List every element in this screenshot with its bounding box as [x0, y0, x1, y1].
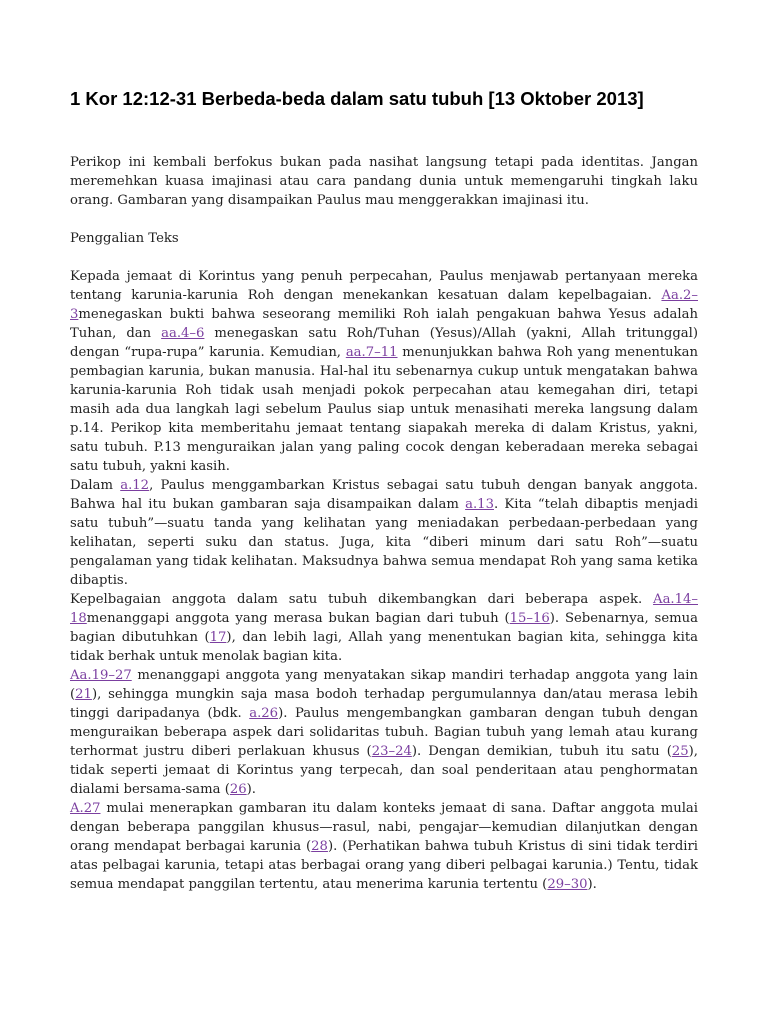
verse-link[interactable]: 15–16	[509, 611, 550, 626]
text-run: . Kita “telah dibaptis menjadi satu tubuh”—suatu tanda yang kelihatan yang meniadakan perbedaan-perbedaan yang kelihatan, seperti suku dan status. Juga, kita “diberi minum dari satu Roh”—suatu pengalaman yang tidak kelihatan. Maksudnya bahwa semua mendapat Roh yang sama ketika dibaptis.	[70, 497, 698, 588]
text-run: menanggapi anggota yang merasa bukan bagian dari tubuh (	[86, 611, 510, 626]
verse-link[interactable]: Aa.2–3	[70, 288, 698, 322]
verse-link[interactable]: 17	[209, 630, 227, 645]
text-run: Kepelbagaian anggota dalam satu tubuh dikembangkan dari beberapa aspek.	[70, 592, 654, 607]
verse-link[interactable]: 26	[229, 782, 247, 797]
text-run: , Paulus menggambarkan Kristus sebagai satu tubuh dengan banyak anggota. Bahwa hal itu bukan gambaran saja disampaikan dalam	[70, 478, 698, 512]
text-run: ).	[587, 877, 597, 892]
verse-link[interactable]: 21	[75, 687, 92, 702]
verse-link[interactable]: 28	[311, 839, 328, 854]
verse-link[interactable]: A.27	[70, 801, 101, 816]
text-run: ). Dengan demikian, tubuh itu satu (	[411, 744, 672, 759]
verse-link[interactable]: Aa.19–27	[70, 668, 132, 683]
section-heading: Penggalian Teks	[70, 231, 179, 246]
verse-link[interactable]: aa.7–11	[345, 345, 398, 360]
text-run: ).	[246, 782, 256, 797]
verse-link[interactable]: a.13	[465, 497, 494, 512]
document-title: 1 Kor 12:12-31 Berbeda-beda dalam satu tubuh [13 Oktober 2013]	[70, 88, 644, 109]
verse-link[interactable]: aa.4–6	[161, 326, 205, 341]
text-run: menegaskan bukti bahwa seseorang memiliki Roh ialah pengakuan bahwa Yesus adalah Tuhan, dan	[70, 307, 698, 341]
text-run: ). Sebenarnya, semua bagian dibutuhkan (	[70, 611, 698, 645]
paragraph-1	[70, 267, 698, 476]
verse-link[interactable]: a.26	[249, 706, 279, 721]
text-run: Kepada jemaat di Korintus yang penuh perpecahan, Paulus menjawab pertanyaan mereka tentang karunia-karunia Roh dengan menekankan kesatuan dalam kepelbagaian.	[70, 269, 698, 303]
text-run: Dalam	[70, 478, 121, 493]
text-run: menunjukkan bahwa Roh yang menentukan pembagian karunia, bukan manusia. Hal-hal itu sebenarnya cukup untuk mengatakan bahwa karunia-karunia Roh tidak usah menjadi pokok perpecahan atau kemegahan diri, tetapi masih ada dua langkah lagi sebelum Paulus siap untuk menasihati mereka langsung dalam p.14. Perikop kita memberitahu jemaat tentang siapakah mereka di dalam Kristus, yakni, satu tubuh. P.13 menguraikan jalan yang paling cocok dengan keberadaan mereka sebagai satu tubuh, yakni kasih.	[70, 345, 699, 474]
text-run: ), dan lebih lagi, Allah yang menentukan bagian kita, sehingga kita tidak berhak untuk menolak bagian kita.	[70, 630, 698, 664]
text-run: menanggapi anggota yang menyatakan sikap mandiri terhadap anggota yang lain (	[70, 668, 698, 702]
text-run: ), sehingga mungkin saja masa bodoh terhadap pergumulannya dan/atau merasa lebih tinggi daripadanya (bdk.	[70, 687, 698, 721]
paragraph-4	[70, 666, 698, 799]
text-run: ). Paulus mengembangkan gambaran dengan tubuh dengan menguraikan beberapa aspek dari solidaritas tubuh. Bagian tubuh yang lemah atau kurang terhormat justru diberi perlakuan khusus (	[70, 706, 699, 759]
paragraph-3	[70, 590, 698, 666]
verse-link[interactable]: Aa.14–18	[70, 592, 698, 626]
text-run: ), tidak seperti jemaat di Korintus yang terpecah, dan soal penderitaan atau penghormatan dialami bersama-sama (	[70, 744, 698, 797]
verse-link[interactable]: 23–24	[371, 744, 412, 759]
text-run: mulai menerapkan gambaran itu dalam konteks jemaat di sana. Daftar anggota mulai dengan beberapa panggilan khusus—rasul, nabi, pengajar—kemudian dilanjutkan dengan orang mendapat berbagai karunia (	[70, 801, 698, 854]
intro-paragraph: Perikop ini kembali berfokus bukan pada nasihat langsung tetapi pada identitas. Jangan meremehkan kuasa imajinasi atau cara pandang dunia untuk memengaruhi tingkah laku orang. Gambaran yang disampaikan Paulus mau menggerakkan imajinasi itu.	[70, 155, 698, 208]
text-run: ). (Perhatikan bahwa tubuh Kristus di sini tidak terdiri atas pelbagai karunia, tetapi atas berbagai orang yang diberi pelbagai karunia.) Tentu, tidak semua mendapat panggilan tertentu, atau menerima karunia tertentu (	[70, 839, 698, 892]
paragraph-2	[70, 476, 698, 590]
text-run: menegaskan satu Roh/Tuhan (Yesus)/Allah (yakni, Allah tritunggal) dengan “rupa-rupa” karunia. Kemudian,	[70, 326, 699, 360]
verse-link[interactable]: 29–30	[547, 877, 588, 892]
document-page	[70, 86, 698, 894]
verse-link[interactable]: a.12	[120, 478, 150, 493]
paragraph-5	[70, 799, 698, 894]
verse-link[interactable]: 25	[671, 744, 689, 759]
